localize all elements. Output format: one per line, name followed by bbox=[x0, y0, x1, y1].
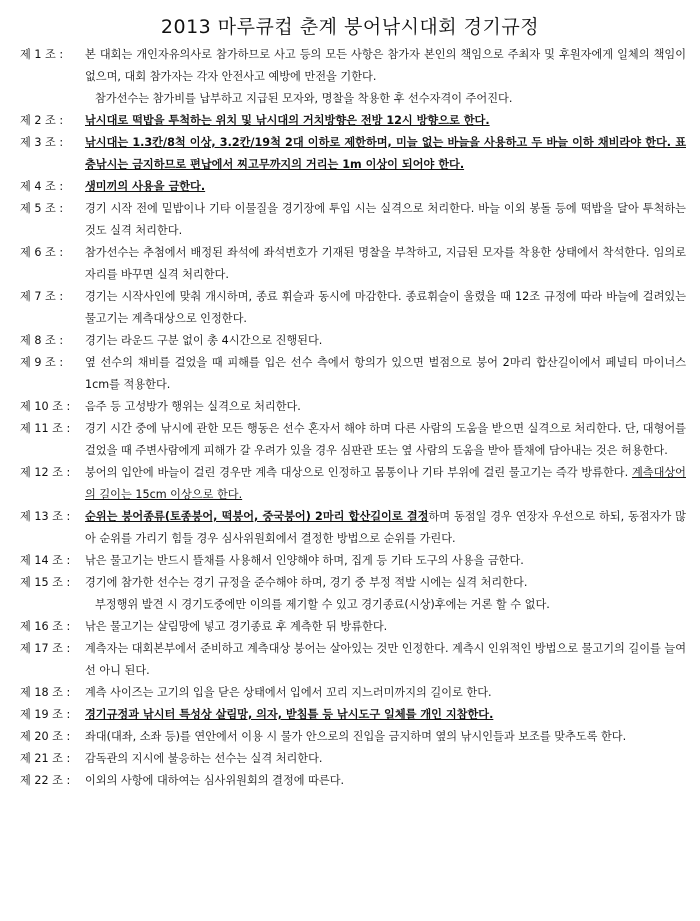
rule-number: 제 4 조 : bbox=[20, 180, 64, 193]
rule-text bbox=[85, 462, 686, 506]
rule-item bbox=[20, 132, 686, 176]
rule-text-segment: 계측대상어의 길이는 15cm 이상으로 한다. bbox=[85, 466, 686, 501]
rule-text-segment: 계측자는 대회본부에서 준비하고 계측대상 붕어는 살아있는 것만 인정한다. 계측시 인위적인 방법으로 물고기의 길이를 늘여선 아니 된다. bbox=[85, 642, 686, 677]
rule-number: 제 2 조 : bbox=[20, 114, 64, 127]
rule-text-segment: 감독관의 지시에 불응하는 선수는 실격 처리한다. bbox=[85, 752, 323, 765]
rule-text bbox=[85, 616, 686, 638]
rule-text bbox=[85, 198, 686, 242]
rule-text bbox=[85, 286, 686, 330]
rule-text bbox=[85, 770, 686, 792]
rule-number: 제 8 조 : bbox=[20, 334, 64, 347]
rule-item bbox=[20, 616, 686, 638]
rule-number: 제 18 조 : bbox=[20, 686, 71, 699]
rule-number: 제 1 조 : bbox=[20, 48, 64, 61]
rule-text-segment: 낚시대로 떡밥을 투척하는 위치 및 낚시대의 거치방향은 전방 12시 방향으로 한다. bbox=[85, 114, 490, 127]
rule-text bbox=[85, 242, 686, 286]
rule-text bbox=[85, 638, 686, 682]
rule-text-segment: 생미끼의 사용을 금한다. bbox=[85, 180, 206, 193]
document-title: 2013 마루큐컵 춘계 붕어낚시대회 경기규정 bbox=[160, 16, 540, 38]
rule-text-segment: 낚은 물고기는 살림망에 넣고 경기종료 후 계측한 뒤 방류한다. bbox=[85, 620, 388, 633]
rule-item bbox=[20, 198, 686, 242]
rule-text-segment: 경기규정과 낚시터 특성상 살림망, 의자, 받침틀 등 낚시도구 일체를 개인 지참한다. bbox=[85, 708, 494, 721]
rule-item bbox=[20, 572, 686, 616]
rule-number: 제 5 조 : bbox=[20, 202, 64, 215]
rule-item bbox=[20, 242, 686, 286]
rule-text-segment: 계측 사이즈는 고기의 입을 닫은 상태에서 입에서 꼬리 지느러미까지의 길이로 한다. bbox=[85, 686, 492, 699]
rule-text bbox=[85, 176, 686, 198]
rule-text bbox=[85, 132, 686, 176]
rule-text-segment: 경기 시작 전에 밑밥이나 기타 이물질을 경기장에 투입 시는 실격으로 처리한다. 바늘 이외 봉돌 등에 떡밥을 달아 투척하는 것도 실격 처리한다. bbox=[85, 202, 686, 237]
rule-text bbox=[85, 418, 686, 462]
rule-number: 제 10 조 : bbox=[20, 400, 71, 413]
rule-text bbox=[85, 330, 686, 352]
rule-item bbox=[20, 748, 686, 770]
rule-item bbox=[20, 352, 686, 396]
rule-number: 제 15 조 : bbox=[20, 576, 71, 589]
rule-number: 제 3 조 : bbox=[20, 136, 64, 149]
rule-text bbox=[85, 506, 686, 550]
rule-text-segment: 하며 동점일 경우 연장자 우선으로 하되, 동점자가 많아 순위를 가리기 힘들 경우 심사위원회에서 결정한 방법으로 순위를 가린다. bbox=[85, 510, 686, 545]
rule-number: 제 9 조 : bbox=[20, 356, 64, 369]
rule-text-segment: 경기 시간 중에 낚시에 관한 모든 행동은 선수 혼자서 해야 하며 다른 사람의 도움을 받으면 실격으로 처리한다. 단, 대형어를 걸었을 때 주변사람에게 피해가 갈 우려가 있을 경우 심판관 또는 옆 사람의 도움을 받아 뜰채에 담아내는 것은 허용한다. bbox=[85, 422, 686, 457]
rule-text-segment: 본 대회는 개인자유의사로 참가하므로 사고 등의 모든 사항은 참가자 본인의 책임으로 주최자 및 후원자에게 일체의 책임이 없으며, 대회 참가자는 각자 안전사고 예방에 만전을 기한다. bbox=[85, 48, 686, 83]
rule-item bbox=[20, 726, 686, 748]
rule-item bbox=[20, 462, 686, 506]
rule-text-segment: 낚시대는 1.3칸/8척 이상, 3.2칸/19척 2대 이하로 제한하며, 미늘 없는 바늘을 사용하고 두 바늘 이하 채비라야 한다. 표층낚시는 금지하므로 편납에서 찌고무까지의 거리는 1m 이상이 되어야 한다. bbox=[85, 136, 686, 171]
rule-text bbox=[85, 44, 686, 110]
rule-text-segment: 좌대(대좌, 소좌 등)를 연안에서 이용 시 물가 안으로의 진입을 금지하며 옆의 낚시인들과 보조를 맞추도록 한다. bbox=[85, 730, 627, 743]
rule-text bbox=[85, 396, 686, 418]
rule-text-segment: 참가선수는 추첨에서 배정된 좌석에 좌석번호가 기재된 명찰을 부착하고, 지급된 모자를 착용한 상태에서 착석한다. 임의로 자리를 바꾸면 실격 처리한다. bbox=[85, 246, 686, 281]
rule-text-segment: 경기에 참가한 선수는 경기 규정을 준수해야 하며, 경기 중 부정 적발 시에는 실격 처리한다. bbox=[85, 576, 528, 589]
rule-item bbox=[20, 110, 686, 132]
rule-number: 제 6 조 : bbox=[20, 246, 64, 259]
rule-text bbox=[85, 748, 686, 770]
rule-number: 제 16 조 : bbox=[20, 620, 71, 633]
rule-text-segment: 이외의 사항에 대하여는 심사위원회의 결정에 따른다. bbox=[85, 774, 345, 787]
rule-text-segment: 경기는 라운드 구분 없이 총 4시간으로 진행된다. bbox=[85, 334, 323, 347]
rule-item bbox=[20, 704, 686, 726]
rule-item bbox=[20, 770, 686, 792]
rule-text bbox=[85, 682, 686, 704]
rule-number: 제 20 조 : bbox=[20, 730, 71, 743]
rule-number: 제 7 조 : bbox=[20, 290, 64, 303]
rule-item bbox=[20, 682, 686, 704]
rule-text bbox=[85, 726, 686, 748]
rule-item bbox=[20, 638, 686, 682]
rule-text-segment: 음주 등 고성방가 행위는 실격으로 처리한다. bbox=[85, 400, 301, 413]
rule-number: 제 17 조 : bbox=[20, 642, 71, 655]
rule-text bbox=[85, 352, 686, 396]
rule-number: 제 11 조 : bbox=[20, 422, 71, 435]
rule-text-segment: 순위는 붕어종류(토종붕어, 떡붕어, 중국붕어) 2마리 합산길이로 결정 bbox=[85, 510, 429, 523]
rule-text-segment: 참가선수는 참가비를 납부하고 지급된 모자와, 명찰을 착용한 후 선수자격이 주어진다. bbox=[95, 92, 513, 105]
rule-item bbox=[20, 176, 686, 198]
rule-text bbox=[85, 550, 686, 572]
rule-item bbox=[20, 396, 686, 418]
rule-number: 제 19 조 : bbox=[20, 708, 71, 721]
rule-text bbox=[85, 704, 686, 726]
rule-item bbox=[20, 44, 686, 110]
rule-number: 제 12 조 : bbox=[20, 466, 71, 479]
rules-list bbox=[20, 44, 686, 792]
rule-text-segment: 붕어의 입안에 바늘이 걸린 경우만 계측 대상으로 인정하고 몸통이나 기타 부위에 걸린 물고기는 즉각 방류한다. bbox=[85, 466, 632, 479]
rule-item bbox=[20, 550, 686, 572]
rule-text-segment: 낚은 물고기는 반드시 뜰채를 사용해서 인양해야 하며, 집게 등 기타 도구의 사용을 금한다. bbox=[85, 554, 524, 567]
rule-text bbox=[85, 572, 686, 616]
rule-item bbox=[20, 330, 686, 352]
rule-text-segment: 경기는 시작사인에 맞춰 개시하며, 종료 휘슬과 동시에 마감한다. 종료휘슬이 울렸을 때 12조 규정에 따라 바늘에 걸려있는 물고기는 계측대상으로 인정한다. bbox=[85, 290, 686, 325]
rule-number: 제 13 조 : bbox=[20, 510, 71, 523]
rule-number: 제 14 조 : bbox=[20, 554, 71, 567]
rule-item bbox=[20, 418, 686, 462]
rule-text-segment: 부정행위 발견 시 경기도중에만 이의를 제기할 수 있고 경기종료(시상)후에는 거론 할 수 없다. bbox=[95, 598, 550, 611]
rule-text bbox=[85, 110, 686, 132]
rule-item bbox=[20, 286, 686, 330]
rule-item bbox=[20, 506, 686, 550]
rule-number: 제 21 조 : bbox=[20, 752, 71, 765]
rule-number: 제 22 조 : bbox=[20, 774, 71, 787]
rule-text-segment: 옆 선수의 채비를 걸었을 때 피해를 입은 선수 측에서 항의가 있으면 벌점으로 붕어 2마리 합산길이에서 페널티 마이너스 1cm를 적용한다. bbox=[85, 356, 686, 391]
